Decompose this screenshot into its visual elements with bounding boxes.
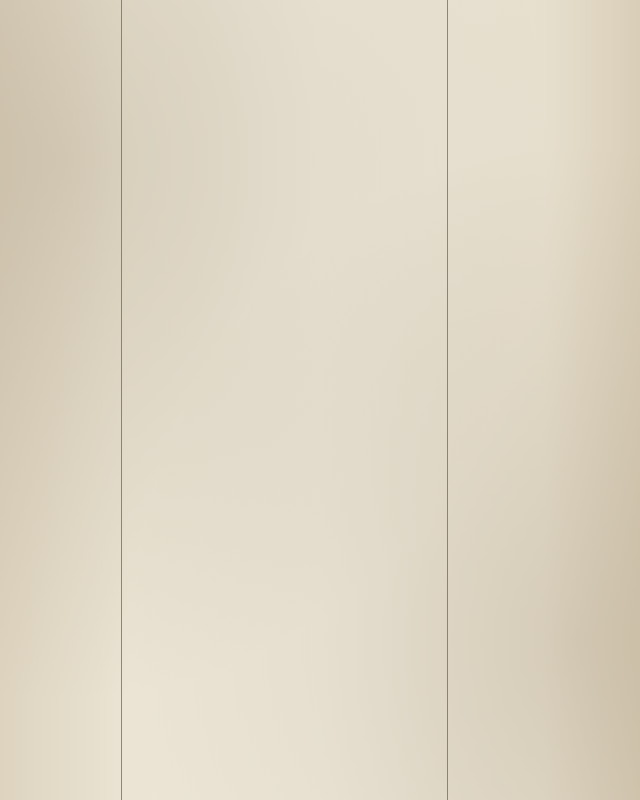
column-rule	[447, 0, 448, 800]
column-rule	[121, 0, 122, 800]
